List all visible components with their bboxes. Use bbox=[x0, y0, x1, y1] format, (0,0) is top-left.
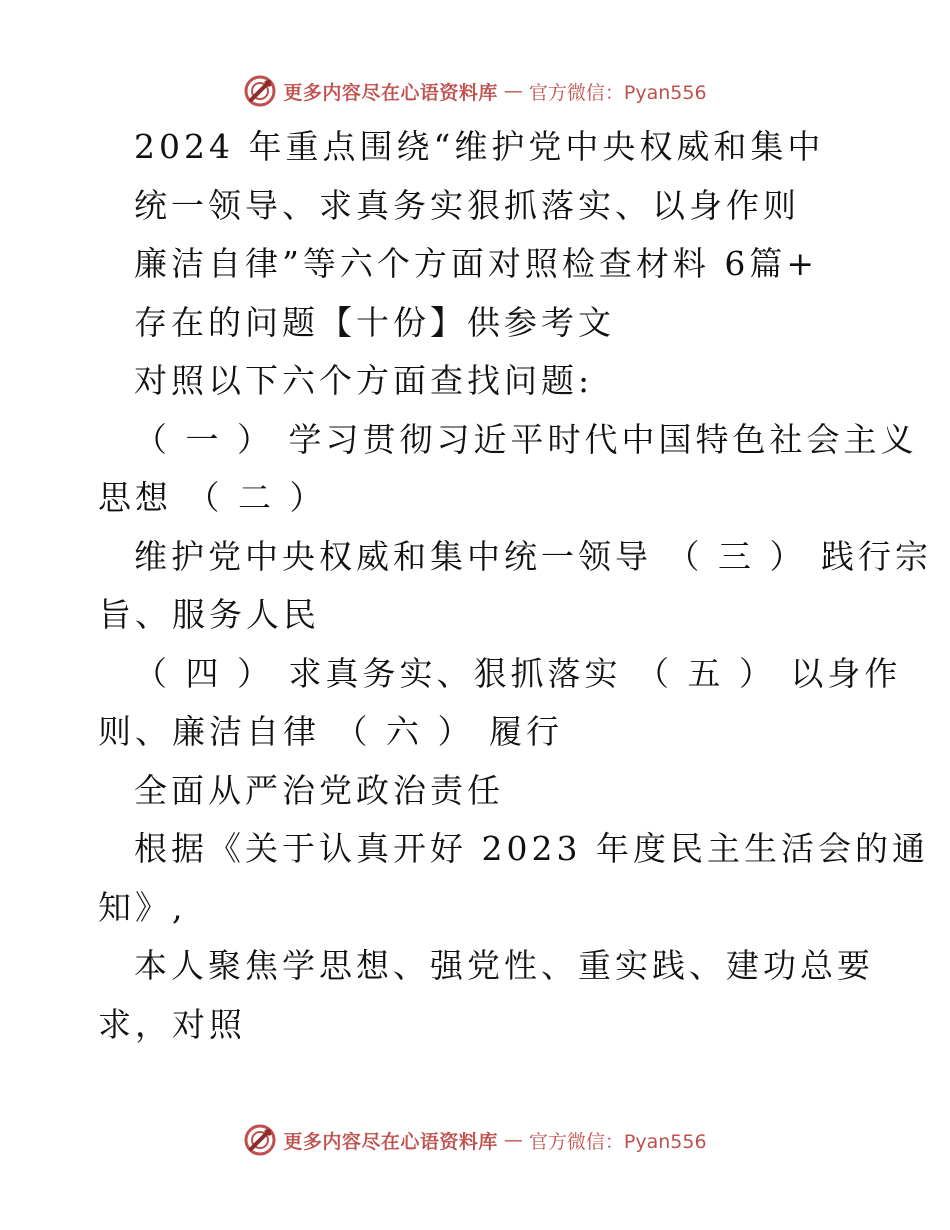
document-line: 本人聚焦学思想、强党性、重实践、建功总要 bbox=[134, 946, 874, 985]
watermark-separator: — bbox=[503, 1129, 523, 1151]
document-line: 思想 （ 二 ） bbox=[98, 478, 327, 517]
document-line: 2024 年重点围绕“维护党中央权威和集中 bbox=[134, 127, 825, 166]
document-line: 根据《关于认真开好 2023 年度民主生活会的通 bbox=[134, 829, 929, 868]
footer-watermark bbox=[0, 1120, 950, 1160]
watermark-contact-text: 官方微信：Pyan556 bbox=[528, 1130, 707, 1153]
document-line: 统一领导、求真务实狠抓落实、以身作则 bbox=[134, 185, 800, 225]
document-line: （ 四 ） 求真务实、狠抓落实 （ 五 ） 以身作 bbox=[134, 653, 902, 693]
header-watermark bbox=[0, 71, 950, 111]
document-line: 维护党中央权威和集中统一领导 （ 三 ） 践行宗 bbox=[134, 536, 932, 576]
red-pen-seal-icon bbox=[243, 74, 277, 108]
document-line: 全面从严治党政治责任 bbox=[134, 770, 504, 810]
document-line: 廉洁自律”等六个方面对照检查材料 6篇+ bbox=[134, 244, 819, 283]
document-line: 知》, bbox=[98, 887, 187, 927]
document-line: （ 一 ） 学习贯彻习近平时代中国特色社会主义 bbox=[134, 419, 918, 459]
watermark-site-text: 更多内容尽在心语资料库 bbox=[283, 81, 498, 104]
document-line: 旨、服务人民 bbox=[98, 595, 320, 634]
watermark-contact-text: 官方微信：Pyan556 bbox=[528, 81, 707, 104]
watermark-site-text: 更多内容尽在心语资料库 bbox=[283, 1130, 498, 1153]
watermark-separator: — bbox=[503, 80, 523, 102]
document-body bbox=[98, 118, 932, 1054]
document-line: 对照以下六个方面查找问题: bbox=[134, 361, 594, 400]
document-line: 存在的问题【十份】供参考文 bbox=[134, 302, 615, 342]
red-pen-seal-icon bbox=[243, 1123, 277, 1157]
document-line: 求，对照 bbox=[98, 1004, 246, 1044]
document-line: 则、廉洁自律 （ 六 ） 履行 bbox=[98, 712, 563, 751]
